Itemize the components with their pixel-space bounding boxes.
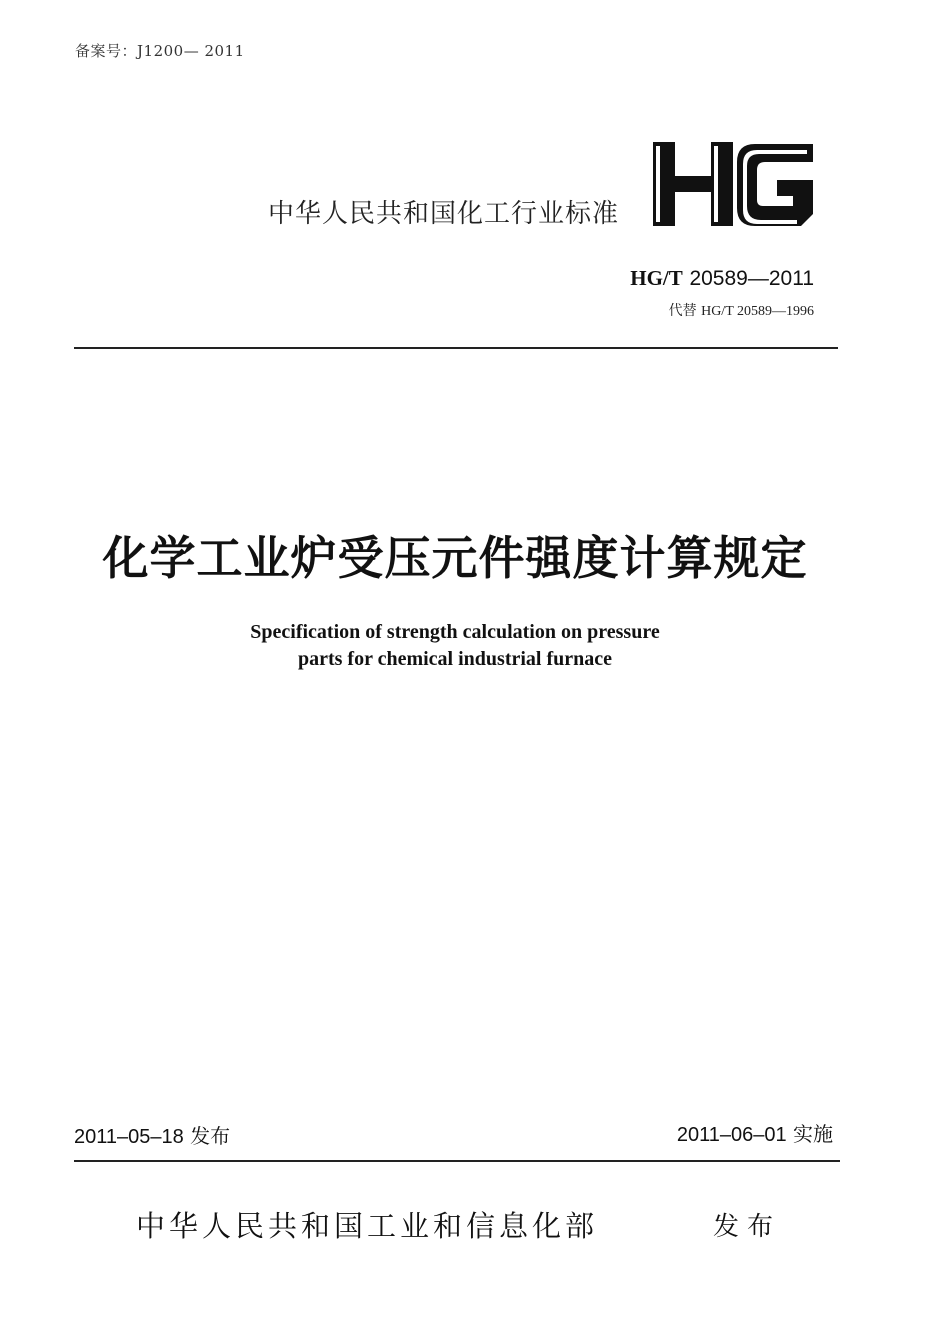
standard-code: 20589—2011 [689,267,814,290]
issue-date-value: 2011–05–18 [74,1126,184,1148]
issue-date-label: 发布 [190,1124,231,1148]
replaces-line [669,300,814,320]
issuing-authority: 中华人民共和国工业和信息化部 [136,1209,599,1243]
implementation-date [677,1118,833,1147]
standard-class: 中华人民共和国化工行业标准 [268,199,620,229]
implementation-date-label: 实施 [793,1122,833,1146]
top-divider [74,347,838,349]
issue-date [74,1120,230,1149]
standard-prefix: HG/T [630,266,683,290]
bottom-divider [74,1160,840,1162]
replaces-label: 代替 [668,303,697,319]
title-english-line-1: Specification of strength calculation on pressure [250,621,660,643]
logo-letter-g [737,144,813,226]
title-english-line-2: parts for chemical industrial furnace [297,648,613,670]
logo-letter-h [653,142,733,226]
implementation-date-value: 2011–06–01 [676,1124,787,1146]
title-chinese: 化学工业炉受压元件强度计算规定 [102,531,808,585]
filing-code: J1200— 2011 [137,42,245,60]
issuing-verb: 发布 [713,1212,782,1242]
replaces-code: HG/T 20589—1996 [701,304,814,319]
hg-logo [651,140,816,228]
standard-number [630,266,814,291]
filing-label: 备案号： [75,42,138,60]
filing-number [75,40,245,61]
title-english [0,619,910,673]
